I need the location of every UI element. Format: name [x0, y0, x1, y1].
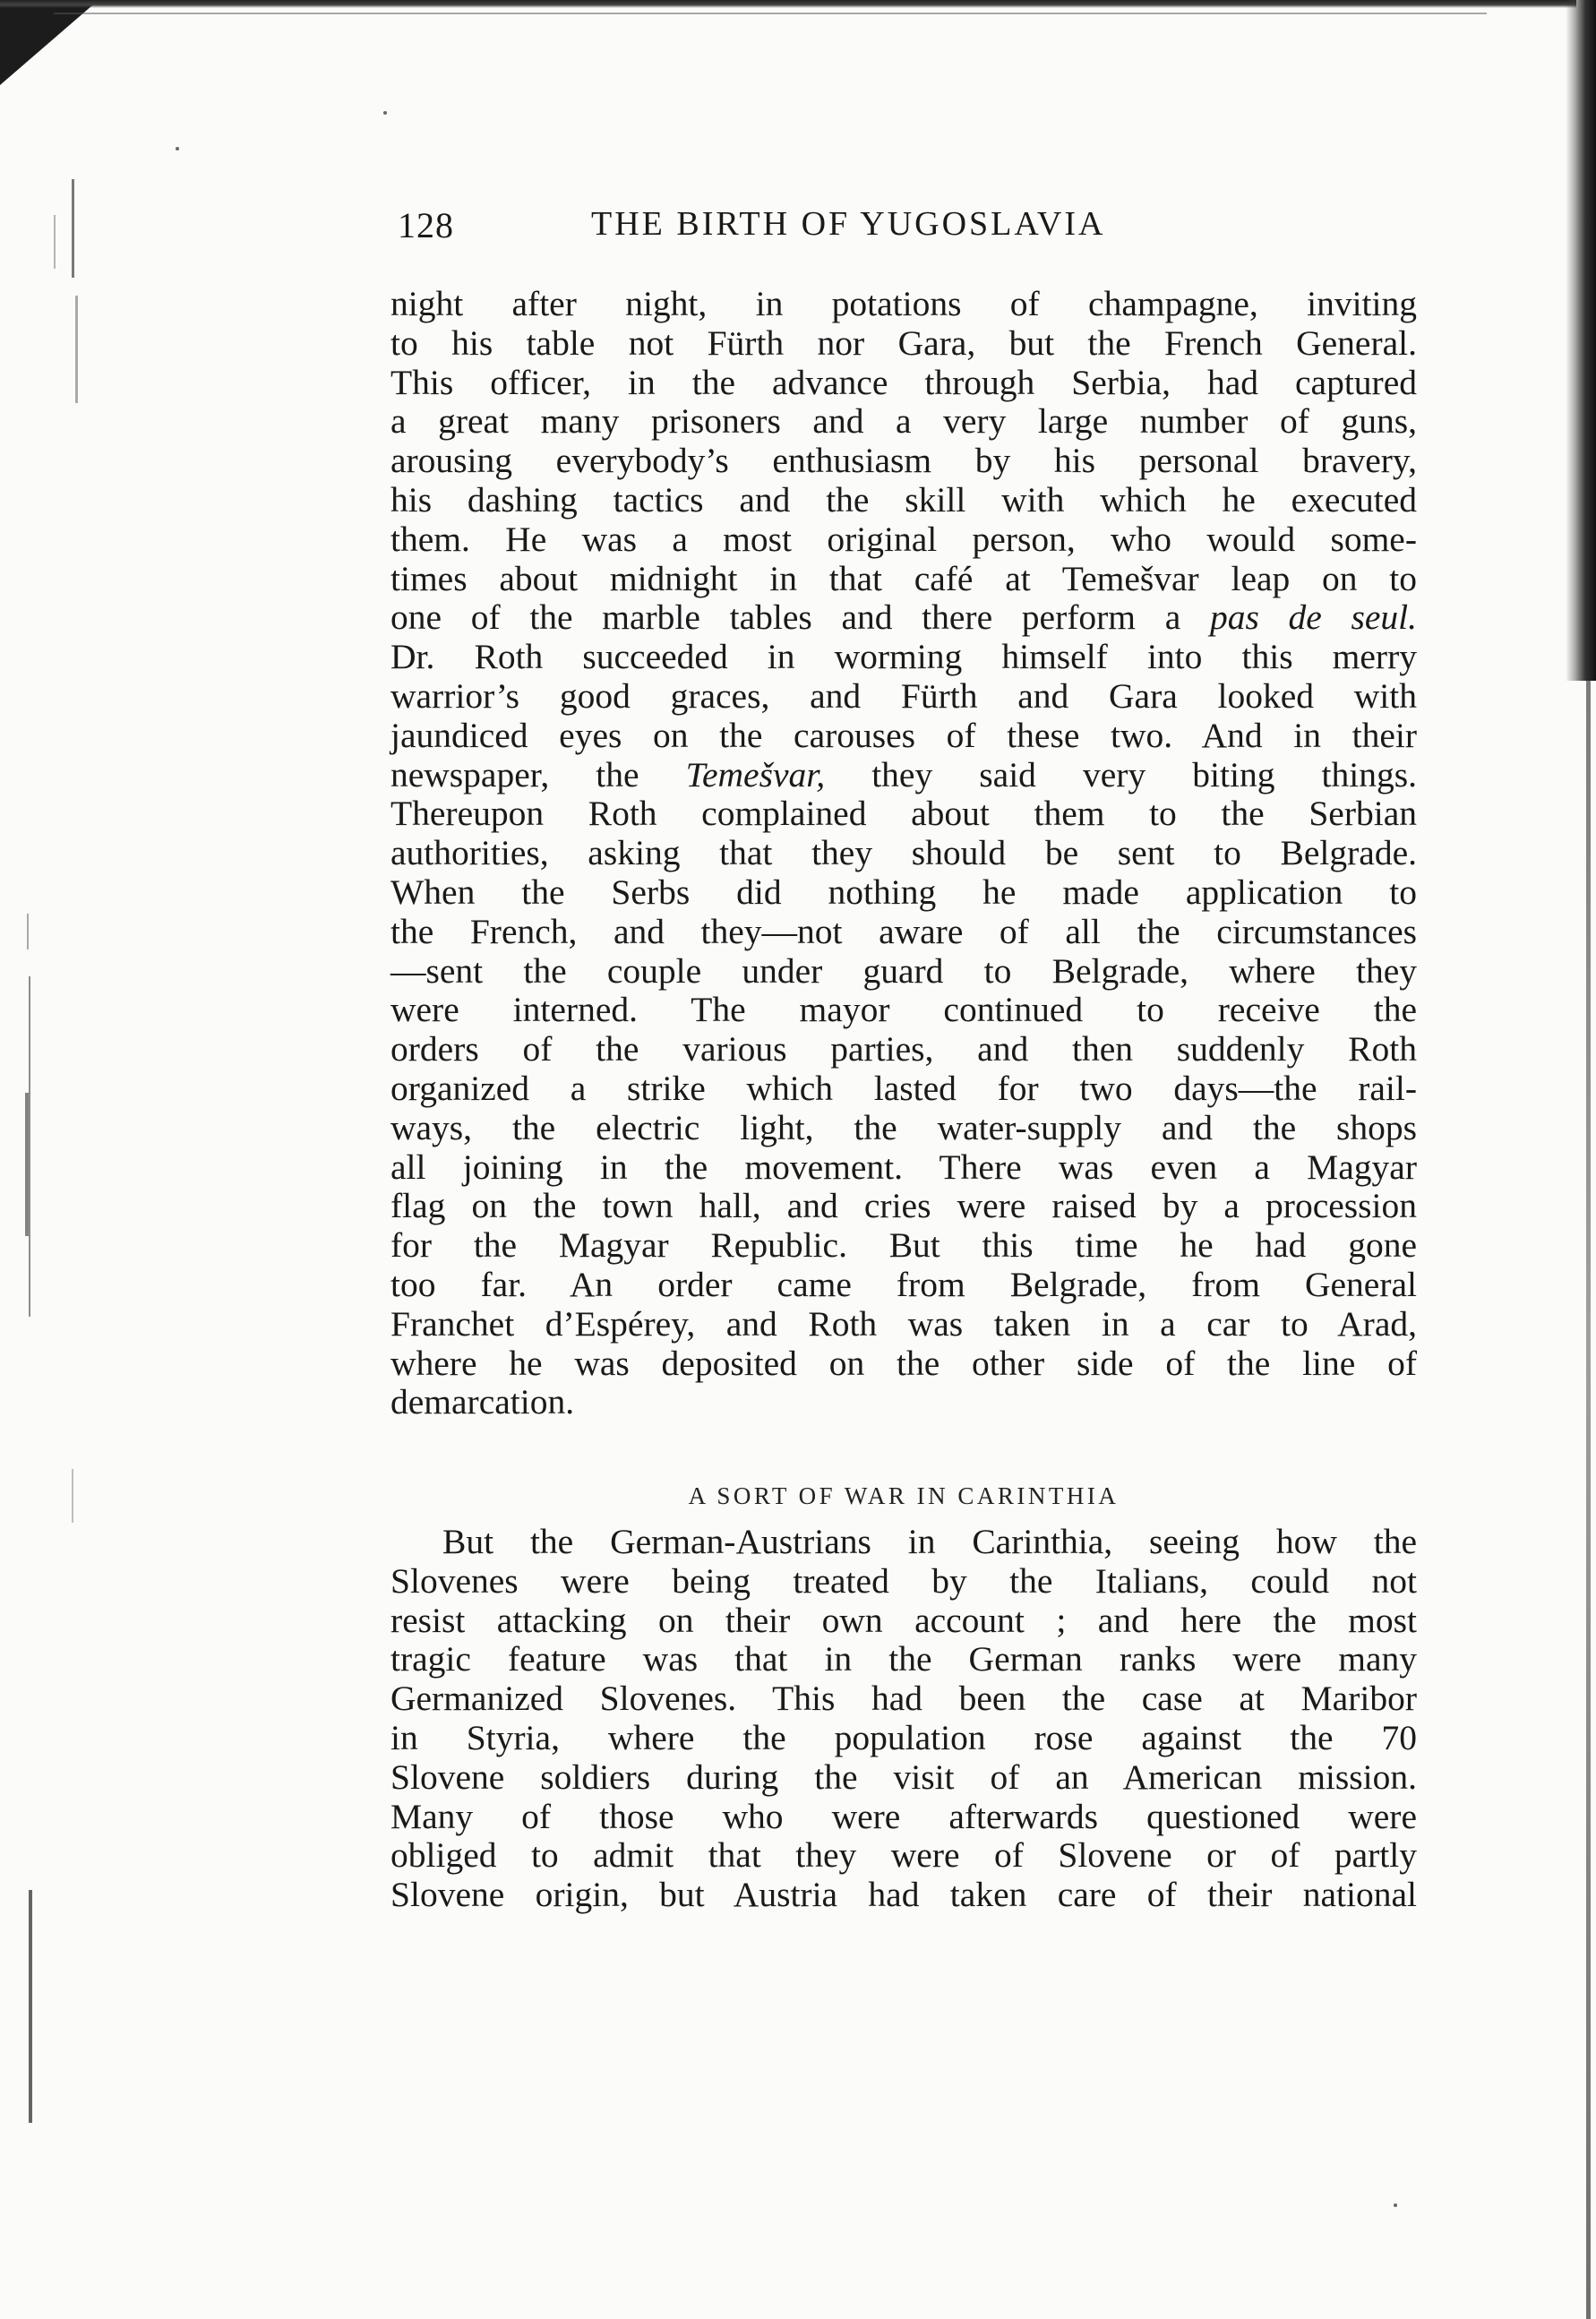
text-line: ways, the electric light, the water-supply and the shops — [390, 1107, 1417, 1147]
scan-dust-dot — [383, 111, 387, 115]
italic-newspaper-name: Temešvar, — [685, 754, 826, 794]
text-line — [390, 756, 1417, 795]
scan-left-mark — [54, 215, 56, 269]
text-line — [390, 598, 1417, 638]
scan-left-mark — [27, 914, 29, 949]
text-line: night after night, in potations of champagne, inviting — [390, 284, 1417, 323]
scan-dust-dot — [1394, 2203, 1397, 2207]
text-line-start: one of the marble tables and there perform a — [390, 597, 1181, 638]
text-line-start: newspaper, the — [390, 754, 639, 794]
text-line: to his table not Fürth nor Gara, but the French General. — [390, 322, 1417, 363]
text-line: Slovene soldiers during the visit of an American mission. — [390, 1756, 1417, 1797]
text-line: organized a strike which lasted for two days—the rail- — [390, 1068, 1417, 1108]
text-line: warrior’s good graces, and Fürth and Gara looked with — [390, 675, 1417, 716]
text-line: too far. An order came from Belgrade, from General — [390, 1264, 1417, 1304]
text-line: But the German-Austrians in Carinthia, seeing how the — [442, 1522, 1417, 1561]
scan-dust-dot — [176, 147, 179, 150]
scan-right-edge-shadow — [1566, 0, 1596, 681]
text-line: obliged to admit that they were of Slovene or of partly — [390, 1835, 1417, 1876]
text-line: times about midnight in that café at Temešvar leap on to — [390, 558, 1417, 598]
scan-right-edge-line — [1586, 681, 1591, 2319]
text-line: When the Serbs did nothing he made application to — [390, 872, 1417, 912]
text-line: a great many prisoners and a very large number of guns, — [390, 401, 1417, 442]
text-line: arousing everybody’s enthusiasm by his personal bravery, — [390, 441, 1417, 481]
text-line: resist attacking on their own account ; and here the most — [390, 1600, 1417, 1640]
text-line: demarcation. — [390, 1382, 575, 1422]
scan-left-mark — [25, 1093, 29, 1236]
text-line: the French, and they—not aware of all the circumstances — [390, 911, 1417, 951]
text-line: were interned. The mayor continued to receive the — [390, 990, 1417, 1030]
text-line: Germanized Slovenes. This had been the case at Maribor — [390, 1679, 1417, 1719]
text-line: authorities, asking that they should be sent to Belgrade. — [390, 833, 1417, 873]
text-line: Slovene origin, but Austria had taken care of their national — [390, 1875, 1417, 1915]
text-line: them. He was a most original person, who would some- — [390, 519, 1417, 559]
scan-left-mark — [72, 1469, 73, 1523]
text-line: Dr. Roth succeeded in worming himself into this merry — [390, 637, 1417, 677]
text-line: jaundiced eyes on the carouses of these two. And in their — [390, 715, 1417, 755]
scan-left-mark — [29, 976, 30, 1317]
text-line: in Styria, where the population rose against the 70 — [390, 1717, 1417, 1757]
paragraph-1 — [390, 285, 1417, 1422]
text-line: flag on the town hall, and cries were raised by a procession — [390, 1186, 1417, 1226]
text-line: Many of those who were afterwards questioned were — [390, 1796, 1417, 1836]
text-line: Franchet d’Espérey, and Roth was taken in a car to Arad, — [390, 1303, 1417, 1344]
text-line: Thereupon Roth complained about them to the Serbian — [390, 794, 1417, 834]
scan-left-mark — [75, 296, 78, 403]
text-line: for the Magyar Republic. But this time he had gone — [390, 1225, 1417, 1266]
running-header — [398, 204, 1293, 249]
scan-top-edge-line — [54, 13, 1487, 14]
text-line: This officer, in the advance through Serbia, had captured — [390, 362, 1417, 402]
text-line: tragic feature was that in the German ranks were many — [390, 1639, 1417, 1679]
page-number: 128 — [398, 205, 454, 245]
text-line: orders of the various parties, and then suddenly Roth — [390, 1029, 1417, 1069]
running-title: THE BIRTH OF YUGOSLAVIA — [591, 205, 1106, 243]
text-line: all joining in the movement. There was even a Magyar — [390, 1147, 1417, 1187]
text-line: —sent the couple under guard to Belgrade, where they — [390, 950, 1417, 991]
scan-left-mark — [72, 179, 74, 278]
text-line-end: they said very biting things. — [825, 754, 1417, 794]
paragraph-2 — [390, 1523, 1417, 1915]
text-line: Slovenes were being treated by the Italians, could not — [390, 1560, 1417, 1601]
text-line: his dashing tactics and the skill with which he executed — [390, 479, 1417, 520]
scan-left-mark — [29, 1890, 32, 2123]
scan-top-edge — [0, 0, 1576, 8]
section-heading: A SORT OF WAR IN CARINTHIA — [688, 1482, 1120, 1509]
text-line: where he was deposited on the other side of the line of — [390, 1343, 1417, 1383]
italic-phrase: pas de seul. — [1209, 597, 1418, 638]
